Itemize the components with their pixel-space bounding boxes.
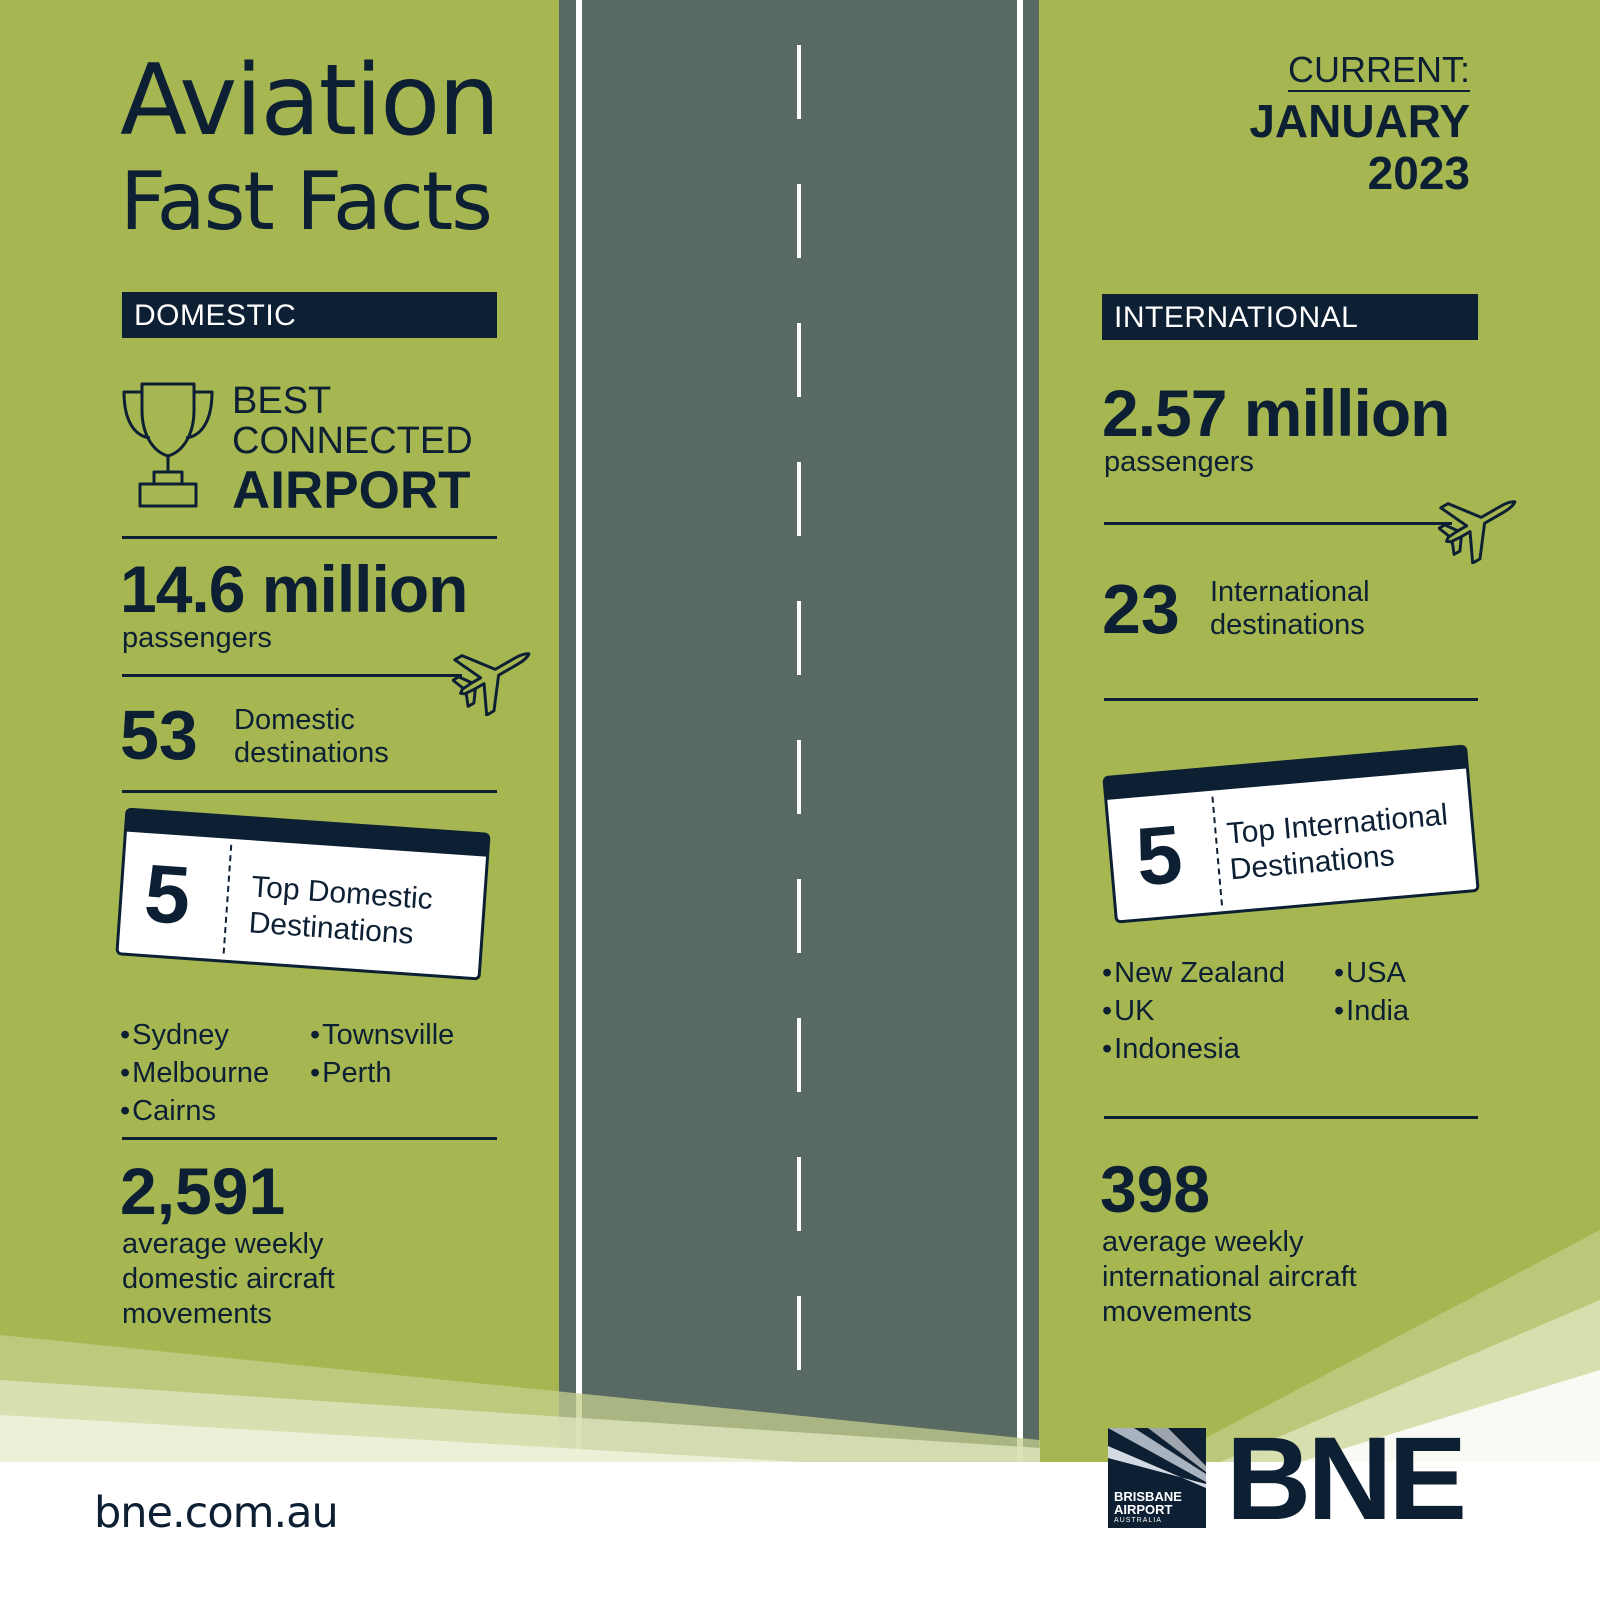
ticket-label-line1: Top International — [1225, 798, 1450, 851]
international-passengers-label: passengers — [1104, 446, 1254, 478]
badge-line2: AIRPORT — [1114, 1502, 1173, 1517]
badge-line3: AUSTRALIA — [1114, 1517, 1162, 1524]
list-item: • Sydney — [120, 1016, 269, 1054]
domestic-movements-line1: average weekly — [122, 1228, 324, 1260]
international-movements-line2: international aircraft — [1102, 1261, 1357, 1293]
domestic-movements-line2: domestic aircraft — [122, 1263, 335, 1295]
airplane-icon — [452, 632, 536, 716]
domestic-passengers-value: 14.6 million — [120, 552, 468, 626]
list-item: • Indonesia — [1102, 1030, 1285, 1068]
light-rays-icon — [1108, 1428, 1206, 1490]
flight-path-line — [1104, 522, 1452, 525]
airplane-icon — [1438, 480, 1522, 564]
domestic-movements-value: 2,591 — [120, 1154, 286, 1228]
award-line2: CONNECTED — [232, 420, 473, 462]
list-item: • Perth — [310, 1054, 454, 1092]
list-item: • Cairns — [120, 1092, 269, 1130]
runway-edge-left — [576, 0, 582, 1462]
divider — [122, 1137, 497, 1140]
divider — [1104, 698, 1478, 701]
international-destinations-label-line2: destinations — [1210, 609, 1365, 641]
international-section-label: INTERNATIONAL — [1102, 294, 1478, 340]
divider — [122, 536, 497, 539]
international-top-list-col2 — [1334, 954, 1409, 1030]
international-top-list-col1 — [1102, 954, 1285, 1068]
list-item: • India — [1334, 992, 1409, 1030]
divider — [122, 790, 497, 793]
trophy-icon — [118, 380, 218, 512]
list-item: • Townsville — [310, 1016, 454, 1054]
domestic-section-label: DOMESTIC — [122, 292, 497, 338]
runway-edge-right — [1017, 0, 1023, 1462]
international-movements-line1: average weekly — [1102, 1226, 1304, 1258]
list-item: • Melbourne — [120, 1054, 269, 1092]
divider — [1104, 1116, 1478, 1119]
ticket-label-line2: Destinations — [1228, 839, 1396, 887]
international-passengers-value: 2.57 million — [1102, 376, 1450, 450]
award-line1: BEST — [232, 380, 332, 422]
domestic-top-list-col1 — [120, 1016, 269, 1130]
ticket-label-line2: Destinations — [247, 906, 415, 951]
international-movements-line3: movements — [1102, 1296, 1252, 1328]
domestic-passengers-label: passengers — [122, 622, 272, 654]
list-item: • USA — [1334, 954, 1409, 992]
page-title-line1: Aviation — [120, 44, 499, 158]
ticket-perforation — [223, 845, 233, 954]
ticket-perforation — [1211, 797, 1222, 906]
current-month: JANUARY — [1249, 95, 1470, 147]
domestic-top-ticket — [115, 807, 490, 980]
domestic-destinations-label-line2: destinations — [234, 737, 389, 769]
international-destinations-count: 23 — [1102, 570, 1180, 648]
current-year: 2023 — [1367, 147, 1470, 199]
ticket-number: 5 — [141, 848, 194, 943]
current-label: CURRENT: — [1287, 49, 1470, 90]
bne-logo-text: BNE — [1226, 1413, 1464, 1545]
international-destinations-label-line1: International — [1210, 576, 1370, 608]
ticket-number: 5 — [1132, 808, 1186, 904]
brisbane-airport-badge — [1108, 1428, 1206, 1528]
list-item: • UK — [1102, 992, 1285, 1030]
badge-line1: BRISBANE — [1114, 1489, 1182, 1504]
international-movements-value: 398 — [1100, 1152, 1211, 1226]
flight-path-line — [122, 674, 462, 677]
page-title-line2: Fast Facts — [120, 155, 491, 248]
domestic-destinations-label-line1: Domestic — [234, 704, 355, 736]
domestic-top-list-col2 — [310, 1016, 454, 1092]
award-line3: AIRPORT — [232, 461, 471, 520]
website-link[interactable]: bne.com.au — [94, 1488, 338, 1538]
ticket-label-line1: Top Domestic — [250, 870, 434, 917]
list-item: • New Zealand — [1102, 954, 1285, 992]
domestic-movements-line3: movements — [122, 1298, 272, 1330]
domestic-destinations-count: 53 — [120, 696, 198, 774]
